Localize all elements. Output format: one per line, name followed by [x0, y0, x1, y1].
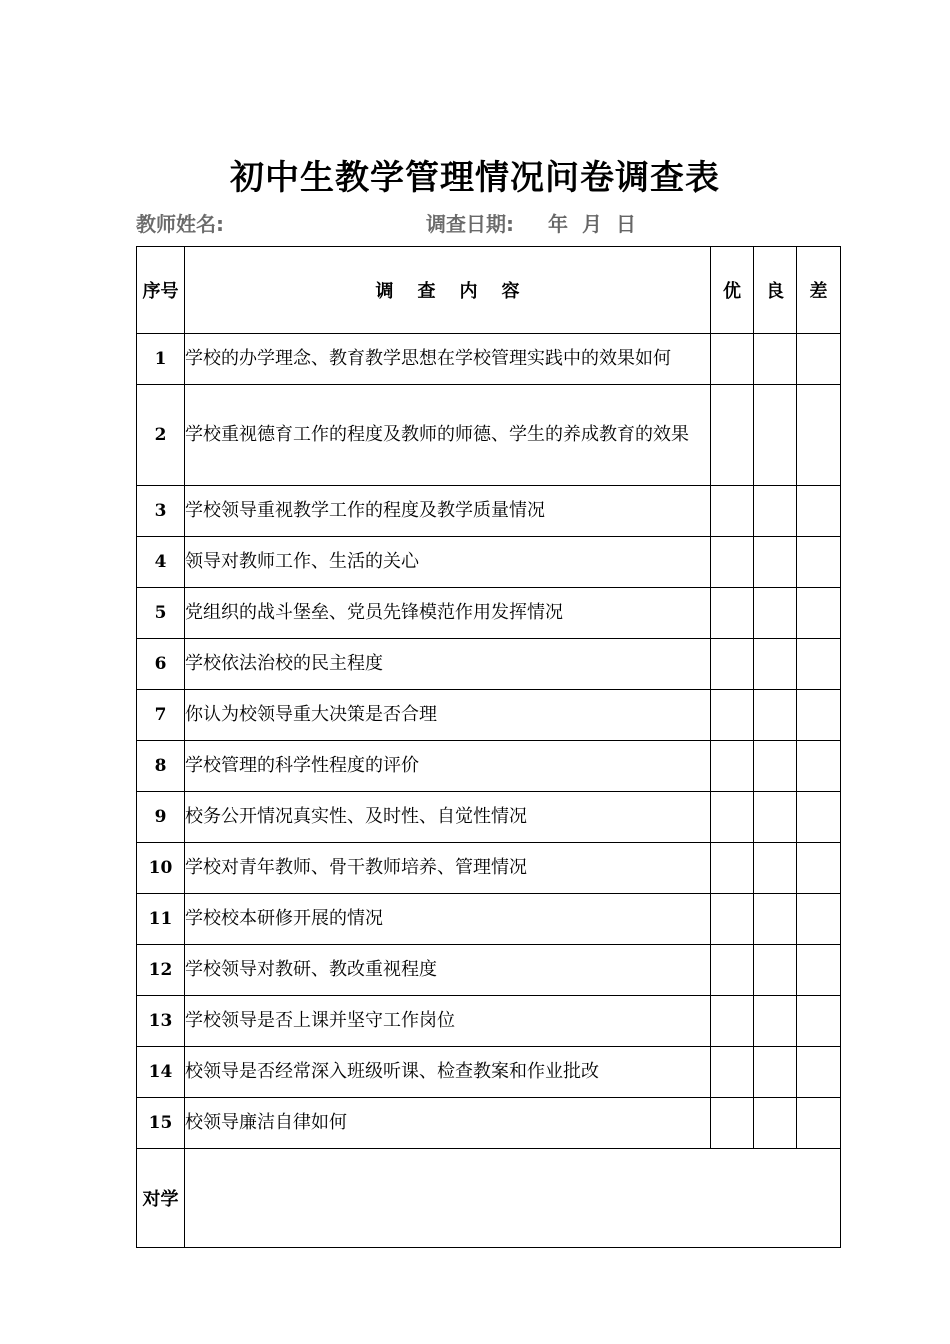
- row-question: 学校依法治校的民主程度: [185, 639, 711, 690]
- rating-cell-good[interactable]: [754, 894, 797, 945]
- rating-cell-excellent[interactable]: [711, 996, 754, 1047]
- table-row: [137, 843, 841, 894]
- date-day: 日: [616, 212, 636, 236]
- header-excellent: 优: [711, 247, 754, 334]
- document-title: 初中生教学管理情况问卷调查表: [230, 158, 720, 198]
- row-question: 校务公开情况真实性、及时性、自觉性情况: [185, 792, 711, 843]
- row-number: 13: [137, 996, 185, 1047]
- table-row: [137, 334, 841, 385]
- survey-date-field: [426, 208, 650, 237]
- row-question: 学校领导对教研、教改重视程度: [185, 945, 711, 996]
- table-row: [137, 945, 841, 996]
- survey-rows: [137, 334, 841, 1149]
- footer-row: [137, 1149, 841, 1248]
- rating-cell-good[interactable]: [754, 385, 797, 486]
- row-number: 1: [137, 334, 185, 385]
- table-row: [137, 1047, 841, 1098]
- row-number: 5: [137, 588, 185, 639]
- teacher-name-label: 教师姓名:: [136, 212, 224, 236]
- rating-cell-excellent[interactable]: [711, 486, 754, 537]
- table-row: [137, 996, 841, 1047]
- rating-cell-excellent[interactable]: [711, 385, 754, 486]
- rating-cell-good[interactable]: [754, 1047, 797, 1098]
- footer-label: 对学: [137, 1149, 185, 1248]
- header-poor: 差: [797, 247, 841, 334]
- row-number: 2: [137, 385, 185, 486]
- date-month: 月: [582, 212, 602, 236]
- table-row: [137, 894, 841, 945]
- table-row: [137, 639, 841, 690]
- rating-cell-good[interactable]: [754, 996, 797, 1047]
- header-row: [137, 247, 841, 334]
- rating-cell-poor[interactable]: [797, 1098, 841, 1149]
- rating-cell-good[interactable]: [754, 588, 797, 639]
- rating-cell-excellent[interactable]: [711, 1047, 754, 1098]
- rating-cell-excellent[interactable]: [711, 639, 754, 690]
- rating-cell-poor[interactable]: [797, 741, 841, 792]
- row-question: 学校的办学理念、教育教学思想在学校管理实践中的效果如何: [185, 334, 711, 385]
- table-row: [137, 588, 841, 639]
- row-question: 领导对教师工作、生活的关心: [185, 537, 711, 588]
- rating-cell-good[interactable]: [754, 945, 797, 996]
- table-row: [137, 792, 841, 843]
- rating-cell-good[interactable]: [754, 334, 797, 385]
- date-parts: [548, 212, 650, 236]
- header-good: 良: [754, 247, 797, 334]
- rating-cell-good[interactable]: [754, 639, 797, 690]
- rating-cell-good[interactable]: [754, 741, 797, 792]
- rating-cell-poor[interactable]: [797, 537, 841, 588]
- rating-cell-poor[interactable]: [797, 996, 841, 1047]
- table-row: [137, 1098, 841, 1149]
- rating-cell-excellent[interactable]: [711, 792, 754, 843]
- rating-cell-poor[interactable]: [797, 792, 841, 843]
- rating-cell-poor[interactable]: [797, 639, 841, 690]
- row-number: 6: [137, 639, 185, 690]
- survey-date-label: 调查日期:: [426, 212, 514, 236]
- table-row: [137, 690, 841, 741]
- row-question: 学校领导是否上课并坚守工作岗位: [185, 996, 711, 1047]
- rating-cell-excellent[interactable]: [711, 1098, 754, 1149]
- row-question: 学校对青年教师、骨干教师培养、管理情况: [185, 843, 711, 894]
- row-number: 14: [137, 1047, 185, 1098]
- rating-cell-poor[interactable]: [797, 894, 841, 945]
- row-question: 学校领导重视教学工作的程度及教学质量情况: [185, 486, 711, 537]
- row-number: 15: [137, 1098, 185, 1149]
- rating-cell-poor[interactable]: [797, 588, 841, 639]
- row-question: 党组织的战斗堡垒、党员先锋模范作用发挥情况: [185, 588, 711, 639]
- row-number: 12: [137, 945, 185, 996]
- date-year: 年: [548, 212, 568, 236]
- rating-cell-good[interactable]: [754, 792, 797, 843]
- row-question: 学校重视德育工作的程度及教师的师德、学生的养成教育的效果: [185, 385, 711, 486]
- rating-cell-poor[interactable]: [797, 945, 841, 996]
- rating-cell-poor[interactable]: [797, 1047, 841, 1098]
- row-question: 你认为校领导重大决策是否合理: [185, 690, 711, 741]
- rating-cell-poor[interactable]: [797, 486, 841, 537]
- table-row: [137, 741, 841, 792]
- row-question: 校领导廉洁自律如何: [185, 1098, 711, 1149]
- row-number: 8: [137, 741, 185, 792]
- row-number: 7: [137, 690, 185, 741]
- rating-cell-excellent[interactable]: [711, 843, 754, 894]
- header-content: 调查内容: [185, 247, 711, 334]
- rating-cell-good[interactable]: [754, 537, 797, 588]
- header-seq: 序号: [137, 247, 185, 334]
- rating-cell-excellent[interactable]: [711, 334, 754, 385]
- rating-cell-excellent[interactable]: [711, 894, 754, 945]
- rating-cell-excellent[interactable]: [711, 588, 754, 639]
- rating-cell-poor[interactable]: [797, 334, 841, 385]
- row-question: 学校校本研修开展的情况: [185, 894, 711, 945]
- rating-cell-good[interactable]: [754, 843, 797, 894]
- table-row: [137, 385, 841, 486]
- rating-cell-good[interactable]: [754, 486, 797, 537]
- row-number: 4: [137, 537, 185, 588]
- row-number: 3: [137, 486, 185, 537]
- row-number: 9: [137, 792, 185, 843]
- survey-table: [136, 246, 841, 1248]
- rating-cell-excellent[interactable]: [711, 690, 754, 741]
- row-question: 学校管理的科学性程度的评价: [185, 741, 711, 792]
- row-question: 校领导是否经常深入班级听课、检查教案和作业批改: [185, 1047, 711, 1098]
- rating-cell-excellent[interactable]: [711, 741, 754, 792]
- rating-cell-good[interactable]: [754, 690, 797, 741]
- rating-cell-excellent[interactable]: [711, 537, 754, 588]
- rating-cell-poor[interactable]: [797, 690, 841, 741]
- row-number: 10: [137, 843, 185, 894]
- table-row: [137, 537, 841, 588]
- rating-cell-excellent[interactable]: [711, 945, 754, 996]
- rating-cell-good[interactable]: [754, 1098, 797, 1149]
- table-row: [137, 486, 841, 537]
- row-number: 11: [137, 894, 185, 945]
- rating-cell-poor[interactable]: [797, 843, 841, 894]
- rating-cell-poor[interactable]: [797, 385, 841, 486]
- footer-comment-area[interactable]: [185, 1149, 841, 1248]
